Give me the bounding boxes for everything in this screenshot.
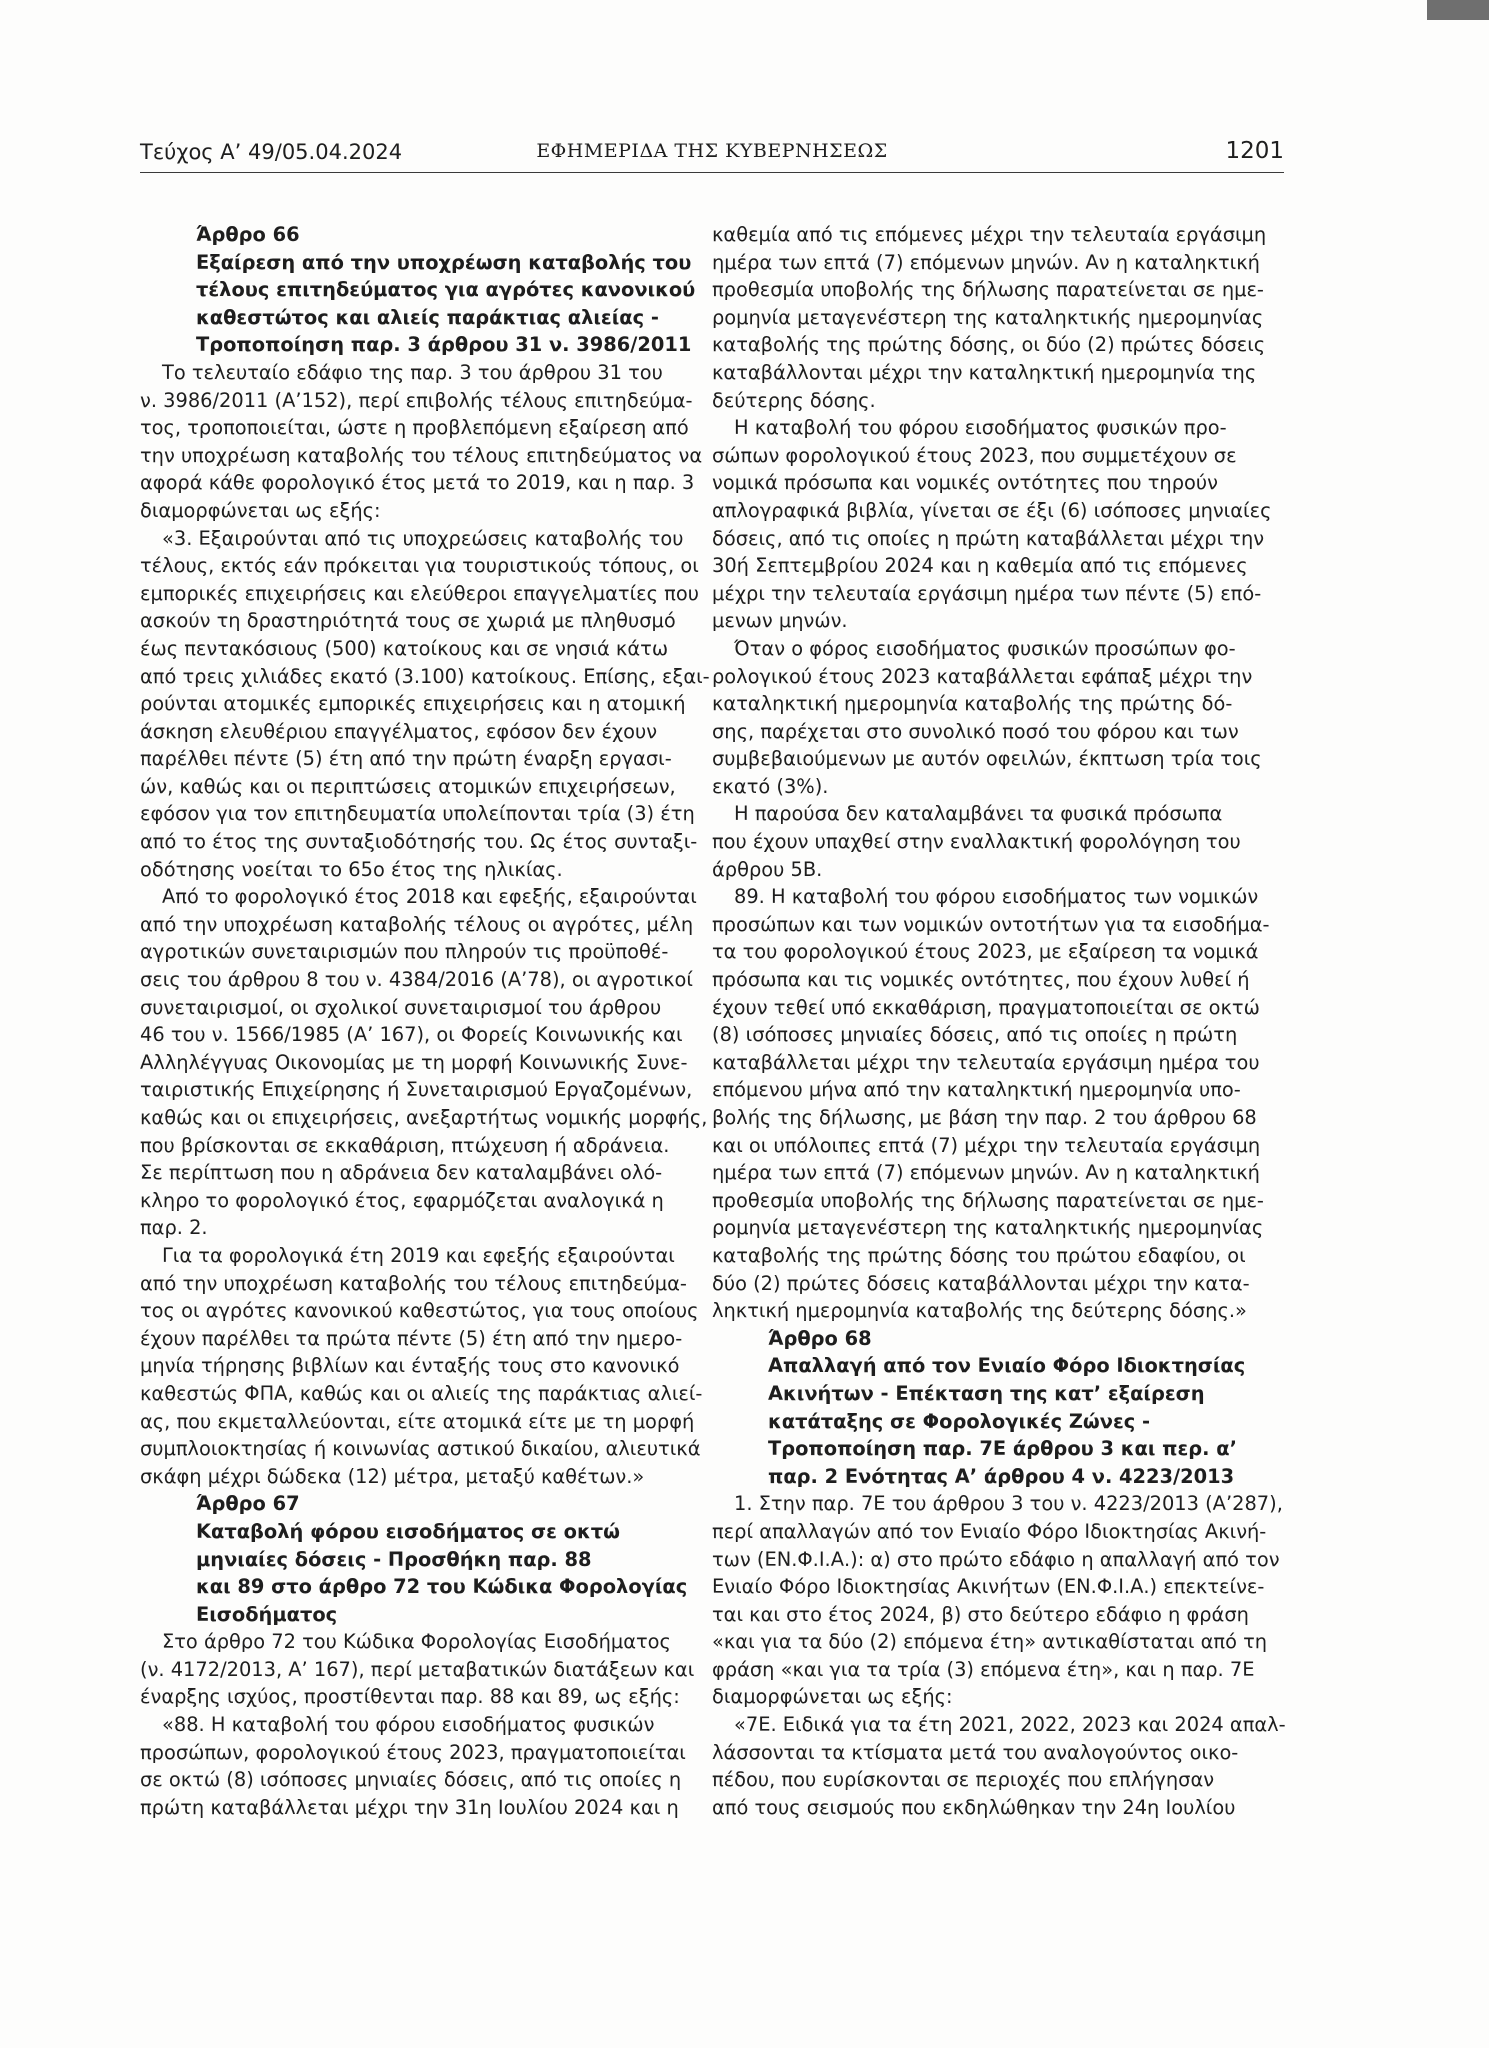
text-line: «88. Η καταβολή του φόρου εισοδήματος φυσικών [162,1713,655,1737]
text-line: έχουν παρέλθει τα πρώτα πέντε (5) έτη από την ημερο- [140,1326,683,1350]
text-line: ρομηνία μεταγενέστερη της καταληκτικής ημερομηνίας [712,1216,1264,1240]
text-line: μηνία τήρησης βιβλίων και ένταξής τους στο κανονικό [140,1354,680,1378]
text-line: απλογραφικά βιβλία, γίνεται σε έξι (6) ισόποσες μηνιαίες [712,498,1272,522]
text-line: συνεταιρισμοί, οι σχολικοί συνεταιρισμοί του άρθρου [140,995,662,1019]
text-line: σεις του άρθρου 8 του ν. 4384/2016 (Α’78), οι αγροτικοί [140,968,693,992]
text-line: «7Ε. Ειδικά για τα έτη 2021, 2022, 2023 και 2024 απαλ- [734,1713,1286,1737]
text-line: προθεσμία υποβολής της δήλωσης παρατείνεται σε ημε- [712,278,1264,302]
text-line: σε οκτώ (8) ισόποσες μηνιαίες δόσεις, από τις οποίες η [140,1768,682,1792]
text-line: ληκτική ημερομηνία καταβολής της δεύτερης δόσης.» [712,1299,1247,1323]
text-line: λάσσονται τα κτίσματα μετά του αναλογούντος οικο- [712,1740,1239,1764]
text-line: άρθρου 5Β. [712,857,823,881]
text-line: από τρεις χιλιάδες εκατό (3.100) κατοίκους. Επίσης, εξαι- [140,664,710,688]
text-line: περί απαλλαγών από τον Ενιαίο Φόρο Ιδιοκτησίας Ακινή- [712,1519,1267,1543]
text-line: ημέρα των επτά (7) επόμενων μηνών. Αν η καταληκτική [712,250,1260,274]
text-line: που βρίσκονται σε εκκαθάριση, πτώχευση ή αδράνεια. [140,1133,670,1157]
text-line: καθεμία από τις επόμενες μέχρι την τελευταία εργάσιμη [712,223,1267,246]
text-line: σκάφη μέχρι δώδεκα (12) μέτρα, μεταξύ καθέτων.» [140,1464,645,1488]
text-line: έναρξης ισχύος, προστίθενται παρ. 88 και 89, ως εξής: [140,1685,680,1709]
text-line: καταβολής της πρώτης δόσης, οι δύο (2) πρώτες δόσεις [712,333,1266,357]
text-line: Από το φορολογικό έτος 2018 και εφεξής, εξαιρούνται [162,885,697,909]
paragraph [140,883,708,1242]
text-line: τέλους, εκτός εάν πρόκειται για τουριστικούς τόπους, οι [140,554,699,578]
text-line: αφορά κάθε φορολογικό έτος μετά το 2019, και η παρ. 3 [140,471,695,495]
page-header [140,140,1284,173]
text-line: Για τα φορολογικά έτη 2019 και εφεξής εξαιρούνται [162,1243,675,1267]
text-line: Σε περίπτωση που η αδράνεια δεν καταλαμβάνει ολό- [140,1161,663,1185]
issue-label: Τεύχος Α’ 49/05.04.2024 [140,140,403,164]
text-line: ημέρα των επτά (7) επόμενων μηνών. Αν η καταληκτική [712,1161,1260,1185]
text-line: έως πεντακόσιους (500) κατοίκους και σε νησιά κάτω [140,636,669,660]
text-line: σης, παρέχεται στο συνολικό ποσό του φόρου και των [712,719,1239,743]
text-line: πρώτη καταβάλλεται μέχρι την 31η Ιουλίου 2024 και η [140,1795,679,1819]
text-line: διαμορφώνεται ως εξής: [712,1685,953,1709]
right-column [712,221,1284,1821]
text-line: ας, που εκμεταλλεύονται, είτε ατομικά είτε με τη μορφή [140,1409,695,1433]
text-line: από το έτος της συνταξιοδότησής του. Ως έτος συνταξι- [140,830,698,854]
text-line: (8) ισόποσες μηνιαίες δόσεις, από τις οποίες η πρώτη [712,1023,1238,1047]
scan-edge-mark [1427,0,1489,20]
text-line: Ενιαίο Φόρο Ιδιοκτησίας Ακινήτων (ΕΝ.Φ.Ι.Α.) επεκτείνε- [712,1575,1265,1599]
article-66-heading [140,221,696,359]
text-line: προσώπων, φορολογικού έτους 2023, πραγματοποιείται [140,1740,686,1764]
article-title-line: Απαλλαγή από τον Ενιαίο Φόρο Ιδιοκτησίας [768,1354,1246,1378]
text-line: ρολογικού έτους 2023 καταβάλλεται εφάπαξ μέχρι την [712,664,1253,688]
article-title-line: Τροποποίηση παρ. 7Ε άρθρου 3 και περ. α’ [768,1437,1237,1461]
text-line: συμπλοιοκτησίας ή κοινωνίας αστικού δικαίου, αλιευτικά [140,1437,701,1461]
article-title-line: τέλους επιτηδεύματος για αγρότες κανονικού [196,278,696,302]
text-line: καθώς και οι επιχειρήσεις, ανεξαρτήτως νομικής μορφής, [140,1106,708,1129]
left-column [140,221,710,1821]
paragraph [140,359,703,525]
paragraph [712,800,1284,883]
text-line: Η καταβολή του φόρου εισοδήματος φυσικών προ- [734,416,1227,440]
text-line: ρούνται ατομικές εμπορικές επιχειρήσεις και η ατομική [140,692,686,716]
paragraph [712,221,1284,414]
text-line: καθεστώς ΦΠΑ, καθώς και οι αλιείς της παράκτιας αλιεί- [140,1381,703,1405]
text-line: την υποχρέωση καταβολής του τέλους επιτηδεύματος να [140,443,703,467]
paragraph [140,1242,703,1490]
text-line: 30ή Σεπτεμβρίου 2024 και η καθεμία από τις επόμενες [712,554,1248,578]
text-line: Η παρούσα δεν καταλαμβάνει τα φυσικά πρόσωπα [734,802,1223,826]
text-line: τος οι αγρότες κανονικού καθεστώτος, για τους οποίους [140,1299,699,1323]
paragraph [712,1490,1284,1711]
text-line: οδότησης νοείται το 65ο έτος της ηλικίας. [140,857,563,881]
paragraph [140,1628,695,1711]
article-number: Άρθρο 68 [768,1326,872,1350]
paragraph [712,883,1284,1325]
article-title-line: Τροποποίηση παρ. 3 άρθρου 31 ν. 3986/2011 [196,333,692,357]
text-line: από την υποχρέωση καταβολής τέλους οι αγρότες, μέλη [140,912,694,936]
text-line: των (ΕΝ.Φ.Ι.Α.): α) στο πρώτο εδάφιο η απαλλαγή από τον [712,1547,1280,1571]
paragraph [712,414,1284,635]
text-line: δεύτερης δόσης. [712,388,876,412]
text-line: ών, καθώς και οι περιπτώσεις ατομικών επιχειρήσεων, [140,774,676,798]
text-line: συμβεβαιούμενων με αυτόν οφειλών, έκπτωση τρία τοις [712,747,1262,771]
text-line: δόσεις, από τις οποίες η πρώτη καταβάλλεται μέχρι την [712,526,1265,550]
text-line: 46 του ν. 1566/1985 (Α’ 167), οι Φορείς Κοινωνικής και [140,1023,683,1047]
paragraph [712,635,1284,801]
text-line: που έχουν υπαχθεί στην εναλλακτική φορολόγηση του [712,830,1241,854]
text-line: σώπων φορολογικού έτους 2023, που συμμετέχουν σε [712,443,1237,467]
text-line: καταβάλλονται μέχρι την καταληκτική ημερομηνία της [712,360,1257,384]
text-line: πρόσωπα και τις νομικές οντότητες, που έχουν λυθεί ή [712,968,1250,992]
text-line: βολής της δήλωσης, με βάση την παρ. 2 του άρθρου 68 [712,1106,1257,1129]
article-number: Άρθρο 67 [196,1492,300,1516]
text-line: παρέλθει πέντε (5) έτη από την πρώτη έναρξη εργασι- [140,747,672,771]
text-line: 89. Η καταβολή του φόρου εισοδήματος των νομικών [734,885,1259,909]
paragraph [140,525,710,884]
article-number: Άρθρο 66 [196,223,300,246]
text-line: επόμενου μήνα από την καταληκτική ημερομηνία υπο- [712,1078,1241,1102]
text-line: προσώπων και των νομικών οντοτήτων για τα εισοδήμα- [712,912,1270,936]
text-line: ται και στο έτος 2024, β) στο δεύτερο εδάφιο η φράση [712,1602,1249,1626]
article-67-heading [140,1490,692,1628]
article-title-line: Ακινήτων - Επέκταση της κατ’ εξαίρεση [768,1381,1205,1405]
article-title-line: Εισοδήματος [196,1602,338,1626]
text-line: εκατό (3%). [712,774,829,798]
text-line: από την υποχρέωση καταβολής του τέλους επιτηδεύμα- [140,1271,687,1295]
text-line: Το τελευταίο εδάφιο της παρ. 3 του άρθρου 31 του [162,360,663,384]
text-line: καταβάλλεται μέχρι την τελευταία εργάσιμη ημέρα του [712,1050,1260,1074]
text-line: 1. Στην παρ. 7Ε του άρθρου 3 του ν. 4223/2013 (Α’287), [734,1492,1283,1516]
text-line: φράση «και για τα τρία (3) επόμενα έτη», και η παρ. 7Ε [712,1657,1255,1681]
text-line: (ν. 4172/2013, Α’ 167), περί μεταβατικών διατάξεων και [140,1657,695,1681]
text-line: πέδου, που ευρίσκονται σε περιοχές που επλήγησαν [712,1768,1215,1792]
paragraph [140,1711,692,1821]
article-title-line: μηνιαίες δόσεις - Προσθήκη παρ. 88 [196,1547,592,1571]
text-line: εφόσον για τον επιτηδευματία υπολείπονται τρία (3) έτη [140,802,695,826]
text-line: δύο (2) πρώτες δόσεις καταβάλλονται μέχρι την κατα- [712,1271,1250,1295]
text-line: «και για τα δύο (2) επόμενα έτη» αντικαθίσταται από τη [712,1630,1268,1654]
text-line: εμπορικές επιχειρήσεις και ελεύθεροι επαγγελματίες που [140,581,699,605]
paragraph [712,1711,1284,1821]
article-title-line: και 89 στο άρθρο 72 του Κώδικα Φορολογίας [196,1575,688,1599]
text-line: από τους σεισμούς που εκδηλώθηκαν την 24η Ιουλίου [712,1795,1236,1819]
text-line: ασκούν τη δραστηριότητά τους σε χωριά με πληθυσμό [140,609,676,633]
gazette-title: ΕΦΗΜΕΡΙΔΑ ΤΗΣ ΚΥΒΕΡΝΗΣΕΩΣ [536,140,888,162]
article-title-line: κατάταξης σε Φορολογικές Ζώνες - [768,1409,1151,1433]
text-line: Όταν ο φόρος εισοδήματος φυσικών προσώπων φο- [734,636,1236,660]
text-line: και οι υπόλοιπες επτά (7) μέχρι την τελευταία εργάσιμη [712,1133,1261,1157]
text-line: Στο άρθρο 72 του Κώδικα Φορολογίας Εισοδήματος [162,1630,671,1654]
text-line: μενων μηνών. [712,609,848,633]
text-line: τος, τροποποιείται, ώστε η προβλεπόμενη εξαίρεση από [140,416,689,440]
text-line: παρ. 2. [140,1216,208,1240]
text-line: Αλληλέγγυας Οικονομίας με τη μορφή Κοινωνικής Συνε- [140,1050,688,1074]
text-line: ν. 3986/2011 (Α’152), περί επιβολής τέλους επιτηδεύμα- [140,388,693,412]
text-line: καταβολής της πρώτης δόσης του πρώτου εδαφίου, οι [712,1243,1246,1267]
text-line: άσκηση ελευθέριου επαγγέλματος, εφόσον δεν έχουν [140,719,658,743]
text-line: διαμορφώνεται ως εξής: [140,498,381,522]
text-line: έχουν τεθεί υπό εκκαθάριση, πραγματοποιείται σε οκτώ [712,995,1260,1019]
article-68-heading [712,1325,1284,1491]
article-title-line: καθεστώτος και αλιείς παράκτιας αλιείας - [196,305,659,329]
text-line: ρομηνία μεταγενέστερη της καταληκτικής ημερομηνίας [712,305,1264,329]
article-title-line: Καταβολή φόρου εισοδήματος σε οκτώ [196,1519,621,1543]
text-line: τα του φορολογικού έτους 2023, με εξαίρεση τα νομικά [712,940,1259,964]
text-line: προθεσμία υποβολής της δήλωσης παρατείνεται σε ημε- [712,1188,1264,1212]
text-line: αγροτικών συνεταιρισμών που πληρούν τις προϋποθέ- [140,940,669,964]
article-title-line: παρ. 2 Ενότητας Α’ άρθρου 4 ν. 4223/2013 [768,1464,1235,1488]
text-line: καταληκτική ημερομηνία καταβολής της πρώτης δό- [712,692,1233,716]
text-line: νομικά πρόσωπα και νομικές οντότητες που τηρούν [712,471,1218,495]
text-line: μέχρι την τελευταία εργάσιμη ημέρα των πέντε (5) επό- [712,581,1262,605]
text-line: κληρο το φορολογικό έτος, εφαρμόζεται αναλογικά η [140,1188,664,1212]
text-line: ταιριστικής Επιχείρησης ή Συνεταιρισμού Εργαζομένων, [140,1078,693,1102]
text-line: «3. Εξαιρούνται από τις υποχρεώσεις καταβολής του [162,526,684,550]
page-number: 1201 [1225,138,1284,164]
article-title-line: Εξαίρεση από την υποχρέωση καταβολής του [196,250,692,274]
